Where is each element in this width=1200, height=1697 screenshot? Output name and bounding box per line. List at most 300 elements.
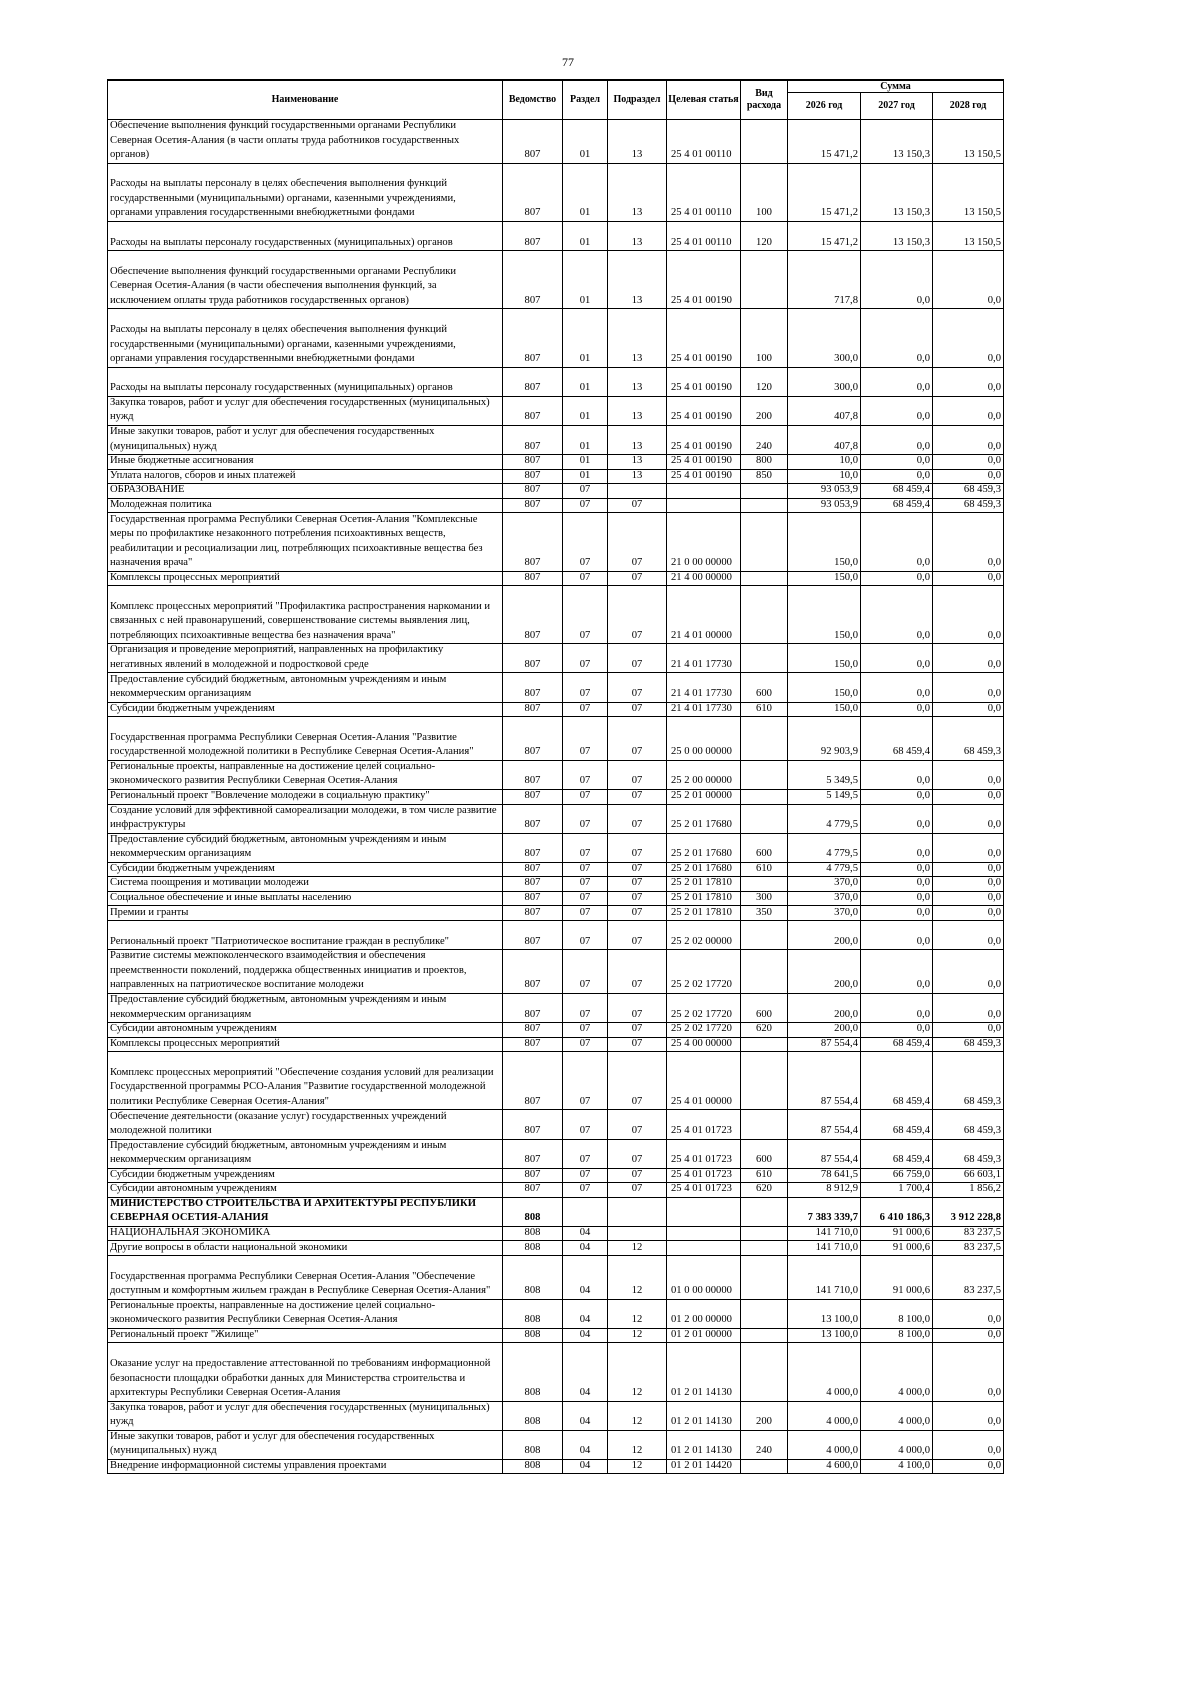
name-cell: Региональный проект "Патриотическое воспитание граждан в республике" [108, 921, 503, 950]
header-section: Раздел [563, 81, 608, 119]
section-cell: 07 [563, 717, 608, 761]
table-row [108, 1329, 1004, 1344]
amount-2027-cell: 0,0 [861, 921, 933, 950]
section-cell: 07 [563, 921, 608, 950]
target-article-cell: 25 2 01 17680 [667, 863, 741, 878]
section-cell: 01 [563, 164, 608, 222]
amount-2026-cell: 87 554,4 [788, 1110, 861, 1139]
department-cell: 807 [503, 120, 563, 164]
expense-type-cell [741, 251, 788, 309]
name-cell: Система поощрения и мотивации молодежи [108, 877, 503, 892]
amount-2027-cell: 68 459,4 [861, 1052, 933, 1110]
target-article-cell [667, 484, 741, 499]
amount-2028-cell: 68 459,3 [933, 1038, 1004, 1053]
amount-2026-cell: 8 912,9 [788, 1183, 861, 1198]
section-cell: 01 [563, 455, 608, 470]
department-cell: 807 [503, 572, 563, 587]
amount-2028-cell: 83 237,5 [933, 1227, 1004, 1242]
section-cell: 07 [563, 484, 608, 499]
subsection-cell: 07 [608, 673, 667, 702]
header-name: Наименование [108, 81, 503, 119]
table-row [108, 1110, 1004, 1139]
target-article-cell: 25 0 00 00000 [667, 717, 741, 761]
amount-2026-cell: 370,0 [788, 906, 861, 921]
target-article-cell: 25 4 01 01723 [667, 1140, 741, 1169]
expense-type-cell: 620 [741, 1023, 788, 1038]
table-row [108, 499, 1004, 514]
subsection-cell: 07 [608, 805, 667, 834]
target-article-cell: 25 4 01 00190 [667, 455, 741, 470]
amount-2028-cell: 0,0 [933, 950, 1004, 994]
expense-type-cell [741, 1227, 788, 1242]
department-cell: 807 [503, 484, 563, 499]
expense-type-cell [741, 1329, 788, 1344]
section-cell: 07 [563, 703, 608, 718]
amount-2028-cell: 0,0 [933, 368, 1004, 397]
department-cell: 808 [503, 1343, 563, 1401]
section-cell: 01 [563, 426, 608, 455]
header-sum: Сумма [788, 81, 1004, 93]
table-row [108, 586, 1004, 644]
expense-type-cell [741, 1241, 788, 1256]
name-cell: Молодежная политика [108, 499, 503, 514]
department-cell: 807 [503, 222, 563, 251]
amount-2027-cell: 0,0 [861, 673, 933, 702]
name-cell: Внедрение информационной системы управления проектами [108, 1460, 503, 1475]
table-row [108, 164, 1004, 222]
name-cell: Субсидии бюджетным учреждениям [108, 1169, 503, 1184]
subsection-cell: 07 [608, 1183, 667, 1198]
amount-2027-cell: 91 000,6 [861, 1256, 933, 1300]
amount-2027-cell: 68 459,4 [861, 1038, 933, 1053]
subsection-cell: 07 [608, 1023, 667, 1038]
table-row [108, 644, 1004, 673]
amount-2026-cell: 93 053,9 [788, 484, 861, 499]
amount-2027-cell: 13 150,3 [861, 164, 933, 222]
expense-type-cell: 350 [741, 906, 788, 921]
table-row [108, 470, 1004, 485]
target-article-cell: 25 2 01 17810 [667, 906, 741, 921]
expense-type-cell [741, 950, 788, 994]
expense-type-cell: 100 [741, 164, 788, 222]
department-cell: 807 [503, 673, 563, 702]
name-cell: ОБРАЗОВАНИЕ [108, 484, 503, 499]
amount-2026-cell: 4 779,5 [788, 805, 861, 834]
amount-2028-cell: 66 603,1 [933, 1169, 1004, 1184]
amount-2028-cell: 0,0 [933, 644, 1004, 673]
amount-2028-cell: 3 912 228,8 [933, 1198, 1004, 1227]
amount-2027-cell: 0,0 [861, 397, 933, 426]
name-cell: Иные бюджетные ассигнования [108, 455, 503, 470]
amount-2026-cell: 87 554,4 [788, 1038, 861, 1053]
table-row [108, 513, 1004, 571]
amount-2026-cell: 92 903,9 [788, 717, 861, 761]
department-cell: 808 [503, 1300, 563, 1329]
table-row [108, 1140, 1004, 1169]
name-cell: Государственная программа Республики Северная Осетия-Алания "Обеспечение доступным и комфортным жильем граждан в Республике Северная Осетия-Алания" [108, 1256, 503, 1300]
name-cell: Создание условий для эффективной самореализации молодежи, в том числе развитие инфраструктуры [108, 805, 503, 834]
target-article-cell: 25 4 01 00190 [667, 309, 741, 367]
target-article-cell: 25 4 01 00190 [667, 470, 741, 485]
expense-type-cell [741, 790, 788, 805]
table-row [108, 120, 1004, 164]
subsection-cell: 13 [608, 368, 667, 397]
subsection-cell: 07 [608, 644, 667, 673]
expense-type-cell [741, 877, 788, 892]
amount-2027-cell: 8 100,0 [861, 1329, 933, 1344]
table-row [108, 834, 1004, 863]
page-number: 77 [562, 55, 574, 69]
name-cell: Социальное обеспечение и иные выплаты населению [108, 892, 503, 907]
expense-type-cell: 300 [741, 892, 788, 907]
subsection-cell: 07 [608, 572, 667, 587]
subsection-cell: 07 [608, 834, 667, 863]
department-cell: 808 [503, 1329, 563, 1344]
expense-type-cell [741, 1038, 788, 1053]
subsection-cell: 07 [608, 761, 667, 790]
table-row [108, 761, 1004, 790]
department-cell: 808 [503, 1460, 563, 1475]
amount-2026-cell: 5 349,5 [788, 761, 861, 790]
amount-2027-cell: 0,0 [861, 309, 933, 367]
section-cell: 07 [563, 994, 608, 1023]
section-cell: 07 [563, 892, 608, 907]
department-cell: 807 [503, 368, 563, 397]
table-row [108, 1198, 1004, 1227]
name-cell: Расходы на выплаты персоналу в целях обеспечения выполнения функций государственными (муниципальными) органами, казенными учреждениями, органами управления государственными внебюджетными фондами [108, 164, 503, 222]
expense-type-cell [741, 1300, 788, 1329]
table-row [108, 805, 1004, 834]
name-cell: Субсидии автономным учреждениям [108, 1183, 503, 1198]
amount-2026-cell: 93 053,9 [788, 499, 861, 514]
subsection-cell: 07 [608, 994, 667, 1023]
section-cell: 04 [563, 1227, 608, 1242]
section-cell: 07 [563, 877, 608, 892]
expense-type-cell [741, 484, 788, 499]
amount-2028-cell: 68 459,3 [933, 484, 1004, 499]
table-row [108, 572, 1004, 587]
name-cell: Премии и гранты [108, 906, 503, 921]
amount-2026-cell: 78 641,5 [788, 1169, 861, 1184]
amount-2027-cell: 1 700,4 [861, 1183, 933, 1198]
name-cell: Предоставление субсидий бюджетным, автономным учреждениям и иным некоммерческим организациям [108, 994, 503, 1023]
name-cell: Закупка товаров, работ и услуг для обеспечения государственных (муниципальных) нужд [108, 397, 503, 426]
table-row [108, 1431, 1004, 1460]
amount-2026-cell: 200,0 [788, 1023, 861, 1038]
subsection-cell: 07 [608, 1110, 667, 1139]
department-cell: 807 [503, 470, 563, 485]
amount-2026-cell: 150,0 [788, 673, 861, 702]
department-cell: 808 [503, 1402, 563, 1431]
target-article-cell: 25 4 01 00110 [667, 120, 741, 164]
expense-type-cell: 610 [741, 1169, 788, 1184]
target-article-cell: 01 2 01 14130 [667, 1402, 741, 1431]
expense-type-cell [741, 1110, 788, 1139]
amount-2026-cell: 150,0 [788, 572, 861, 587]
target-article-cell: 25 4 01 00190 [667, 368, 741, 397]
amount-2027-cell: 68 459,4 [861, 1140, 933, 1169]
amount-2028-cell: 0,0 [933, 805, 1004, 834]
table-body [108, 120, 1004, 1474]
amount-2027-cell: 6 410 186,3 [861, 1198, 933, 1227]
amount-2027-cell: 0,0 [861, 761, 933, 790]
table-row [108, 1300, 1004, 1329]
section-cell: 01 [563, 397, 608, 426]
table-row [108, 877, 1004, 892]
expense-type-cell: 120 [741, 368, 788, 397]
amount-2026-cell: 150,0 [788, 513, 861, 571]
subsection-cell: 07 [608, 790, 667, 805]
department-cell: 807 [503, 1052, 563, 1110]
section-cell: 07 [563, 761, 608, 790]
section-cell: 04 [563, 1343, 608, 1401]
subsection-cell: 13 [608, 251, 667, 309]
target-article-cell: 21 0 00 00000 [667, 513, 741, 571]
amount-2026-cell: 13 100,0 [788, 1300, 861, 1329]
target-article-cell: 25 4 01 00190 [667, 251, 741, 309]
name-cell: Закупка товаров, работ и услуг для обеспечения государственных (муниципальных) нужд [108, 1402, 503, 1431]
department-cell: 807 [503, 251, 563, 309]
section-cell: 07 [563, 1052, 608, 1110]
expense-type-cell [741, 586, 788, 644]
target-article-cell: 25 2 01 17810 [667, 877, 741, 892]
department-cell: 807 [503, 1140, 563, 1169]
table-row [108, 921, 1004, 950]
table-row [108, 906, 1004, 921]
section-cell: 01 [563, 222, 608, 251]
section-cell: 07 [563, 513, 608, 571]
department-cell: 807 [503, 994, 563, 1023]
amount-2028-cell: 13 150,5 [933, 164, 1004, 222]
amount-2026-cell: 15 471,2 [788, 164, 861, 222]
amount-2028-cell: 0,0 [933, 251, 1004, 309]
target-article-cell: 21 4 01 00000 [667, 586, 741, 644]
subsection-cell: 12 [608, 1241, 667, 1256]
subsection-cell [608, 1198, 667, 1227]
target-article-cell: 25 2 02 00000 [667, 921, 741, 950]
amount-2028-cell: 68 459,3 [933, 717, 1004, 761]
subsection-cell: 07 [608, 1038, 667, 1053]
expense-type-cell: 850 [741, 470, 788, 485]
department-cell: 807 [503, 644, 563, 673]
amount-2028-cell: 0,0 [933, 1431, 1004, 1460]
department-cell: 807 [503, 426, 563, 455]
department-cell: 807 [503, 703, 563, 718]
subsection-cell: 07 [608, 921, 667, 950]
expense-type-cell [741, 644, 788, 673]
name-cell: Региональный проект "Жилище" [108, 1329, 503, 1344]
expense-type-cell: 240 [741, 426, 788, 455]
name-cell: Комплексы процессных мероприятий [108, 1038, 503, 1053]
table-row [108, 1241, 1004, 1256]
department-cell: 807 [503, 1169, 563, 1184]
amount-2027-cell: 4 000,0 [861, 1402, 933, 1431]
amount-2027-cell: 68 459,4 [861, 1110, 933, 1139]
section-cell: 07 [563, 572, 608, 587]
expense-type-cell [741, 1343, 788, 1401]
target-article-cell: 01 2 01 14420 [667, 1460, 741, 1475]
department-cell: 808 [503, 1431, 563, 1460]
expense-type-cell: 200 [741, 397, 788, 426]
name-cell: Субсидии автономным учреждениям [108, 1023, 503, 1038]
name-cell: Другие вопросы в области национальной экономики [108, 1241, 503, 1256]
department-cell: 807 [503, 164, 563, 222]
department-cell: 807 [503, 499, 563, 514]
target-article-cell: 25 4 01 00110 [667, 164, 741, 222]
department-cell: 807 [503, 309, 563, 367]
table-header [108, 81, 1004, 120]
subsection-cell: 13 [608, 455, 667, 470]
section-cell: 01 [563, 309, 608, 367]
table-row [108, 484, 1004, 499]
amount-2026-cell: 141 710,0 [788, 1241, 861, 1256]
table-row [108, 455, 1004, 470]
amount-2028-cell: 0,0 [933, 906, 1004, 921]
amount-2028-cell: 0,0 [933, 586, 1004, 644]
amount-2026-cell: 150,0 [788, 586, 861, 644]
amount-2027-cell: 4 000,0 [861, 1431, 933, 1460]
amount-2027-cell: 68 459,4 [861, 484, 933, 499]
target-article-cell: 25 4 01 00000 [667, 1052, 741, 1110]
amount-2028-cell: 13 150,5 [933, 222, 1004, 251]
department-cell: 807 [503, 950, 563, 994]
amount-2028-cell: 83 237,5 [933, 1256, 1004, 1300]
name-cell: Обеспечение деятельности (оказание услуг) государственных учреждений молодежной политики [108, 1110, 503, 1139]
target-article-cell: 25 4 00 00000 [667, 1038, 741, 1053]
expense-type-cell: 600 [741, 673, 788, 702]
amount-2026-cell: 87 554,4 [788, 1140, 861, 1169]
subsection-cell [608, 1227, 667, 1242]
amount-2027-cell: 0,0 [861, 805, 933, 834]
table-row [108, 790, 1004, 805]
amount-2027-cell: 0,0 [861, 703, 933, 718]
department-cell: 807 [503, 513, 563, 571]
department-cell: 807 [503, 1183, 563, 1198]
amount-2027-cell: 91 000,6 [861, 1227, 933, 1242]
table-row [108, 1038, 1004, 1053]
name-cell: Региональный проект "Вовлечение молодежи в социальную практику" [108, 790, 503, 805]
department-cell: 808 [503, 1227, 563, 1242]
amount-2026-cell: 4 000,0 [788, 1343, 861, 1401]
name-cell: Обеспечение выполнения функций государственными органами Республики Северная Осетия-Алания (в части обеспечения выполнения функций, за исключением оплаты труда работников государственных органов) [108, 251, 503, 309]
amount-2027-cell: 0,0 [861, 994, 933, 1023]
table-row [108, 309, 1004, 367]
expense-type-cell [741, 1256, 788, 1300]
target-article-cell: 25 4 01 00190 [667, 426, 741, 455]
amount-2028-cell: 0,0 [933, 1343, 1004, 1401]
amount-2026-cell: 15 471,2 [788, 222, 861, 251]
section-cell: 07 [563, 834, 608, 863]
table-row [108, 1256, 1004, 1300]
section-cell: 04 [563, 1460, 608, 1475]
section-cell: 04 [563, 1329, 608, 1344]
amount-2028-cell: 0,0 [933, 994, 1004, 1023]
department-cell: 807 [503, 863, 563, 878]
subsection-cell: 13 [608, 164, 667, 222]
name-cell: Расходы на выплаты персоналу государственных (муниципальных) органов [108, 222, 503, 251]
target-article-cell: 25 2 02 17720 [667, 1023, 741, 1038]
subsection-cell: 07 [608, 1052, 667, 1110]
section-cell: 01 [563, 251, 608, 309]
amount-2028-cell: 13 150,5 [933, 120, 1004, 164]
table-row [108, 426, 1004, 455]
amount-2028-cell: 0,0 [933, 1023, 1004, 1038]
target-article-cell: 25 2 01 17680 [667, 805, 741, 834]
target-article-cell: 25 4 01 00110 [667, 222, 741, 251]
name-cell: Региональные проекты, направленные на достижение целей социально-экономического развития Республики Северная Осетия-Алания [108, 1300, 503, 1329]
table-row [108, 1402, 1004, 1431]
amount-2028-cell: 68 459,3 [933, 1110, 1004, 1139]
amount-2027-cell: 0,0 [861, 513, 933, 571]
table-row [108, 1343, 1004, 1401]
subsection-cell: 12 [608, 1256, 667, 1300]
table-row [108, 1183, 1004, 1198]
target-article-cell: 25 2 02 17720 [667, 994, 741, 1023]
amount-2027-cell: 13 150,3 [861, 120, 933, 164]
section-cell: 07 [563, 1023, 608, 1038]
expense-type-cell: 610 [741, 863, 788, 878]
target-article-cell: 01 2 01 14130 [667, 1431, 741, 1460]
department-cell: 807 [503, 761, 563, 790]
table-row [108, 892, 1004, 907]
target-article-cell [667, 1241, 741, 1256]
expense-type-cell [741, 921, 788, 950]
subsection-cell: 07 [608, 717, 667, 761]
amount-2027-cell: 0,0 [861, 586, 933, 644]
amount-2026-cell: 10,0 [788, 455, 861, 470]
subsection-cell: 12 [608, 1460, 667, 1475]
name-cell: Организация и проведение мероприятий, направленных на профилактику негативных явлений в молодежной и подростковой среде [108, 644, 503, 673]
section-cell: 07 [563, 673, 608, 702]
name-cell: Субсидии бюджетным учреждениям [108, 863, 503, 878]
target-article-cell: 21 4 01 17730 [667, 703, 741, 718]
amount-2027-cell: 0,0 [861, 470, 933, 485]
department-cell: 807 [503, 1038, 563, 1053]
amount-2026-cell: 141 710,0 [788, 1227, 861, 1242]
amount-2028-cell: 0,0 [933, 673, 1004, 702]
subsection-cell: 07 [608, 586, 667, 644]
amount-2026-cell: 200,0 [788, 994, 861, 1023]
expense-type-cell [741, 1198, 788, 1227]
table-row [108, 222, 1004, 251]
amount-2028-cell: 0,0 [933, 1460, 1004, 1475]
amount-2026-cell: 5 149,5 [788, 790, 861, 805]
amount-2028-cell: 0,0 [933, 863, 1004, 878]
amount-2026-cell: 7 383 339,7 [788, 1198, 861, 1227]
section-cell: 01 [563, 120, 608, 164]
amount-2026-cell: 717,8 [788, 251, 861, 309]
table-row [108, 863, 1004, 878]
department-cell: 808 [503, 1198, 563, 1227]
amount-2027-cell: 68 459,4 [861, 499, 933, 514]
amount-2028-cell: 0,0 [933, 921, 1004, 950]
department-cell: 807 [503, 906, 563, 921]
header-year-2026: 2026 год [788, 93, 861, 119]
expense-type-cell: 200 [741, 1402, 788, 1431]
target-article-cell: 25 4 01 01723 [667, 1183, 741, 1198]
section-cell: 04 [563, 1300, 608, 1329]
expense-type-cell [741, 499, 788, 514]
amount-2027-cell: 0,0 [861, 834, 933, 863]
expense-type-cell: 600 [741, 1140, 788, 1169]
target-article-cell: 25 4 01 01723 [667, 1169, 741, 1184]
name-cell: Расходы на выплаты персоналу в целях обеспечения выполнения функций государственными (муниципальными) органами, казенными учреждениями, органами управления государственными внебюджетными фондами [108, 309, 503, 367]
name-cell: Предоставление субсидий бюджетным, автономным учреждениям и иным некоммерческим организациям [108, 673, 503, 702]
amount-2026-cell: 370,0 [788, 877, 861, 892]
amount-2027-cell: 68 459,4 [861, 717, 933, 761]
amount-2028-cell: 0,0 [933, 790, 1004, 805]
amount-2026-cell: 141 710,0 [788, 1256, 861, 1300]
